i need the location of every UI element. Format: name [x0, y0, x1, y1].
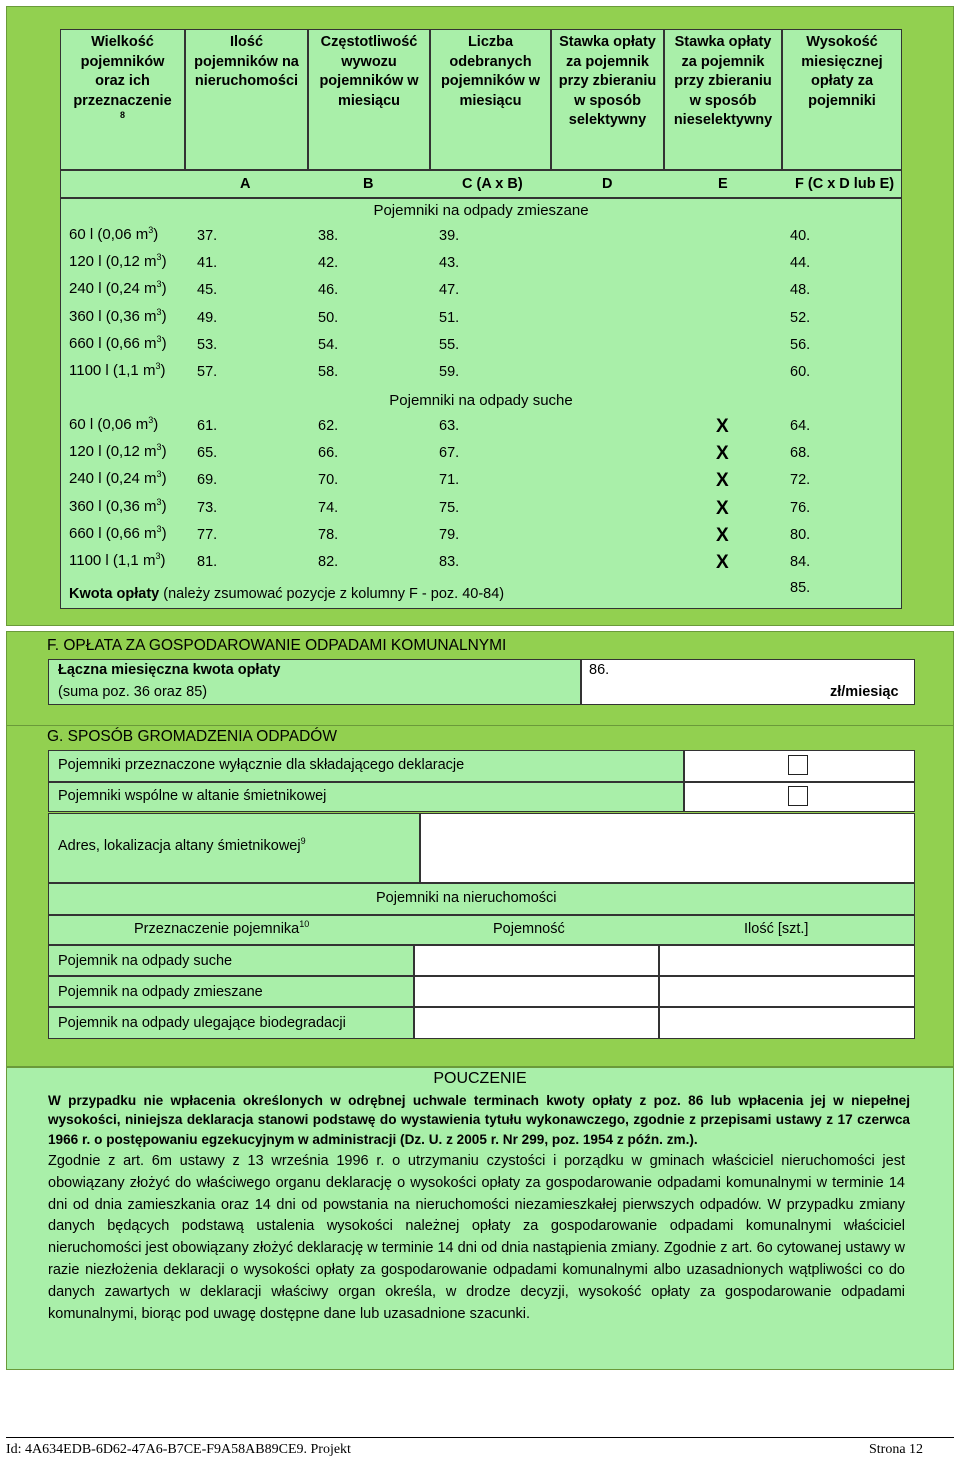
section-f-label: Łączna miesięczna kwota opłaty: [58, 662, 281, 678]
dry-row-2-col-e: X: [716, 470, 729, 492]
dry-row-2-label-close: ): [161, 470, 167, 488]
dry-row-5-label-close: ): [160, 552, 166, 569]
col-purpose-sup: 10: [299, 919, 310, 930]
monthly-total-num: 86.: [589, 662, 610, 678]
dry-row-5-label-sup: 3: [155, 551, 161, 561]
col-purpose-header: [134, 921, 309, 937]
mixed-row-5-col-b[interactable]: 58.: [318, 364, 339, 380]
header-col-count-text: Ilość pojemników na nieruchomości: [194, 34, 299, 89]
option-own-label: Pojemniki przeznaczone wyłącznie dla składającego deklaracje: [58, 757, 465, 773]
mixed-row-1-col-b[interactable]: 42.: [318, 255, 339, 272]
dry-row-0-col-b[interactable]: 62.: [318, 418, 339, 434]
mixed-row-0-label-close: ): [153, 226, 159, 243]
dry-row-1-col-f[interactable]: 68.: [790, 445, 811, 462]
pouczenie-text: Zgodnie z art. 6m ustawy z 13 września 1996 r. o utrzymaniu czystości i porządku w gminach właściciel nieruchomości jest obowiązany złożyć do właściwego organu deklarację o wysokości opłaty za gospodarowanie odpadami komunalnymi w terminie 14 dni od dnia zamieszkania oraz 14 dni od powstania na nieruchomości niezamieszkałej pierwszych odpadów. W przypadku zmiany danych będących podstawą ustalenia wysokości należnej opłaty za gospodarowanie odpadami komunalnymi właściciel nieruchomości jest obowiązany złożyć deklarację w terminie 14 dni od dnia nastąpienia zmiany. Zgodnie z art. 6o cytowanej ustawy w razie niezłożenia deklaracji o wysokości opłaty za gospodarowanie odpadami komunalnymi albo uzasadnionych wątpliwości co do danych zawartych w deklaracji właściwy organ określa, w drodze decyzji, wysokość opłaty za gospodarowanie odpadami komunalnymi, biorąc pod uwagę dostępne dane lub uzasadnione szacunki.: [48, 1153, 905, 1322]
mixed-row-2-label-sup: 3: [156, 279, 162, 290]
dry-row-4-label-close: ): [161, 524, 167, 542]
dry-row-5-col-f[interactable]: 84.: [790, 554, 811, 570]
mixed-row-4-col-f[interactable]: 56.: [790, 336, 811, 353]
col-qty-header: Ilość [szt.]: [744, 921, 809, 937]
mixed-row-5-col-c[interactable]: 59.: [439, 364, 460, 380]
section-g-title: G. SPOSÓB GROMADZENIA ODPADÓW: [47, 728, 337, 745]
dry-row-1-label-sup: 3: [156, 442, 162, 453]
section-f-sub: (suma poz. 36 oraz 85): [58, 684, 208, 700]
address-input[interactable]: [420, 813, 915, 883]
mixed-row-2-label: [69, 280, 167, 297]
dry-row-4-label-text: 660 l (0,66 m: [69, 524, 157, 542]
property-row-bio-qty[interactable]: [659, 1007, 915, 1039]
header-col-rate-selective-text: Stawka opłaty za pojemnik przy zbieraniu w sposób selektywny: [558, 34, 657, 128]
mixed-row-3-label: [69, 308, 167, 325]
footer-rule: [6, 1437, 954, 1438]
mixed-row-4-col-c[interactable]: 55.: [439, 336, 460, 353]
header-col-size-sup: 8: [119, 110, 125, 121]
mixed-row-5-label-text: 1100 l (1,1 m: [69, 362, 156, 379]
col-letter-d: D: [602, 176, 613, 192]
header-col-size: [60, 29, 185, 170]
mixed-row-0-col-f[interactable]: 40.: [790, 228, 811, 244]
dry-row-0-label: [69, 416, 158, 433]
mixed-row-3-col-c[interactable]: 51.: [439, 309, 460, 326]
dry-row-4-col-b[interactable]: 78.: [318, 526, 339, 543]
mixed-row-2-col-f[interactable]: 48.: [790, 282, 811, 299]
mixed-row-2-col-a[interactable]: 45.: [197, 282, 218, 299]
dry-row-1-col-c[interactable]: 67.: [439, 445, 460, 462]
mixed-row-0-label: [69, 226, 158, 243]
col-letter-c: C (A x B): [462, 176, 523, 192]
dry-row-2-col-a[interactable]: 69.: [197, 472, 218, 489]
header-col-rate-nonselective-text: Stawka opłaty za pojemnik przy zbieraniu w sposób nieselektywny: [673, 34, 773, 128]
mixed-row-1-col-c[interactable]: 43.: [439, 255, 460, 272]
mixed-row-5-label: [69, 362, 165, 379]
option-own-checkbox[interactable]: [788, 755, 808, 775]
dry-row-0-label-sup: 3: [148, 415, 154, 425]
dry-row-1-label-close: ): [161, 443, 167, 461]
header-col-frequency: [308, 29, 430, 170]
dry-row-4-col-c[interactable]: 79.: [439, 526, 460, 543]
col-letter-a: A: [240, 176, 251, 192]
property-row-dry-text: Pojemnik na odpady suche: [58, 953, 233, 969]
property-row-bio-text: Pojemnik na odpady ulegające biodegradacji: [58, 1015, 346, 1031]
mixed-row-2-label-close: ): [161, 280, 167, 298]
property-row-bio-capacity[interactable]: [414, 1007, 659, 1039]
mixed-row-4-col-a[interactable]: 53.: [197, 336, 218, 353]
mixed-row-5-col-f[interactable]: 60.: [790, 364, 811, 380]
mixed-row-4-label-text: 660 l (0,66 m: [69, 334, 157, 352]
mixed-row-3-col-a[interactable]: 49.: [197, 309, 218, 326]
header-col-rate-nonselective: [664, 29, 782, 170]
dry-row-5-col-c[interactable]: 83.: [439, 554, 460, 570]
total-fee-label: [69, 586, 504, 602]
dry-row-4-col-f[interactable]: 80.: [790, 526, 811, 543]
dry-row-1-col-a[interactable]: 65.: [197, 445, 218, 462]
dry-row-0-label-text: 60 l (0,06 m: [69, 416, 149, 433]
mixed-row-1-col-f[interactable]: 44.: [790, 255, 811, 272]
dry-row-5-label-text: 1100 l (1,1 m: [69, 552, 156, 569]
col-letter-b: B: [363, 176, 374, 192]
dry-row-1-label-text: 120 l (0,12 m: [69, 443, 157, 461]
total-fee-label-rest: (należy zsumować pozycje z kolumny F - poz. 40-84): [159, 586, 505, 602]
mixed-row-1-label-text: 120 l (0,12 m: [69, 253, 157, 271]
mixed-row-0-col-c[interactable]: 39.: [439, 228, 460, 244]
dry-row-3-label: [69, 498, 167, 515]
address-label: [58, 838, 306, 854]
mixed-row-5-label-close: ): [160, 362, 166, 379]
dry-row-2-label: [69, 470, 167, 487]
dry-row-1-label: [69, 443, 167, 460]
dry-row-2-col-c[interactable]: 71.: [439, 472, 460, 489]
mixed-row-2-label-text: 240 l (0,24 m: [69, 280, 157, 298]
dry-row-0-label-close: ): [153, 416, 159, 433]
col-letter-e: E: [718, 176, 728, 192]
mixed-row-1-label-sup: 3: [156, 252, 162, 263]
dry-row-1-col-b[interactable]: 66.: [318, 445, 339, 462]
dry-row-3-col-b[interactable]: 74.: [318, 499, 339, 516]
property-title: Pojemniki na nieruchomości: [376, 890, 557, 906]
footer-document-id: Id: 4A634EDB-6D62-47A6-B7CE-F9A58AB89CE9. Projekt: [6, 1442, 351, 1457]
dry-row-4-col-a[interactable]: 77.: [197, 526, 218, 543]
header-col-monthly-fee: [782, 29, 902, 170]
header-col-frequency-text: Częstotliwość wywozu pojemników w miesiącu: [319, 34, 419, 109]
dry-row-3-col-f[interactable]: 76.: [790, 499, 811, 516]
dry-row-4-label-sup: 3: [156, 523, 162, 534]
mixed-row-3-col-f[interactable]: 52.: [790, 309, 811, 326]
dry-row-2-col-f[interactable]: 72.: [790, 472, 811, 489]
dry-row-2-label-text: 240 l (0,24 m: [69, 470, 157, 488]
total-fee-num: 85.: [790, 580, 811, 596]
dry-row-0-col-c[interactable]: 63.: [439, 418, 460, 434]
option-shared-checkbox[interactable]: [788, 786, 808, 806]
mixed-row-5-col-a[interactable]: 57.: [197, 364, 218, 380]
header-col-monthly-fee-text: Wysokość miesięcznej opłaty za pojemniki: [801, 34, 883, 109]
dry-row-0-col-f[interactable]: 64.: [790, 418, 811, 434]
address-label-sup: 9: [300, 836, 306, 847]
dry-row-3-label-sup: 3: [156, 496, 162, 507]
address-label-text: Adres, lokalizacja altany śmietnikowej: [58, 838, 301, 854]
mixed-row-0-col-a[interactable]: 37.: [197, 228, 218, 244]
dry-row-3-col-c[interactable]: 75.: [439, 499, 460, 516]
mixed-row-3-col-b[interactable]: 50.: [318, 309, 339, 326]
dry-row-3-label-text: 360 l (0,36 m: [69, 497, 157, 515]
section-f-title: F. OPŁATA ZA GOSPODAROWANIE ODPADAMI KOMUNALNYMI: [47, 637, 507, 654]
mixed-row-5-label-sup: 3: [155, 361, 161, 371]
total-fee-label-bold: Kwota opłaty: [69, 586, 160, 602]
monthly-total-unit: zł/miesiąc: [830, 684, 899, 700]
header-col-count: [185, 29, 308, 170]
mixed-row-0-label-sup: 3: [148, 225, 154, 235]
mixed-row-4-label: [69, 335, 167, 352]
mixed-row-4-col-b[interactable]: 54.: [318, 336, 339, 353]
col-letter-f: F (C x D lub E): [795, 176, 895, 192]
dry-row-5-label: [69, 552, 165, 569]
dry-row-1-col-e: X: [716, 443, 729, 465]
dry-row-5-col-a[interactable]: 81.: [197, 554, 218, 570]
col-purpose-text: Przeznaczenie pojemnika: [134, 921, 300, 937]
property-row-mixed-capacity[interactable]: [414, 976, 659, 1007]
mixed-title: Pojemniki na odpady zmieszane: [373, 202, 589, 219]
dry-row-4-label: [69, 525, 167, 542]
dry-row-5-col-e: X: [716, 552, 729, 573]
mixed-row-3-label-text: 360 l (0,36 m: [69, 307, 157, 325]
dry-row-2-col-b[interactable]: 70.: [318, 472, 339, 489]
mixed-row-0-col-b[interactable]: 38.: [318, 228, 339, 244]
option-shared-label: Pojemniki wspólne w altanie śmietnikowej: [58, 788, 327, 804]
mixed-row-2-col-b[interactable]: 46.: [318, 282, 339, 299]
dry-row-5-col-b[interactable]: 82.: [318, 554, 339, 570]
dry-title: Pojemniki na odpady suche: [389, 392, 573, 409]
mixed-row-3-label-sup: 3: [156, 306, 162, 317]
property-row-dry-capacity[interactable]: [414, 945, 659, 976]
footer-page-number: Strona 12: [869, 1442, 924, 1457]
mixed-row-4-label-close: ): [161, 334, 167, 352]
pouczenie-bold-text: W przypadku nie wpłacenia określonych w odrębnej uchwale terminach kwoty opłaty z poz. 86 lub wpłacenia jej w niepełnej wysokości, niniejsza deklaracja stanowi podstawę do wystawienia tytułu wykonawczego, zgodnie z przepisami ustawy z 17 czerwca 1966 r. o postępowaniu egzekucyjnym w administracji (Dz. U. z 2005 r. Nr 299, poz. 1954 z późn. zm.).: [48, 1093, 910, 1147]
mixed-row-0-label-text: 60 l (0,06 m: [69, 226, 149, 243]
header-col-collected-text: Liczba odebranych pojemników w miesiącu: [440, 34, 541, 109]
property-row-dry-qty[interactable]: [659, 945, 915, 976]
mixed-row-1-label: [69, 253, 167, 270]
header-col-rate-selective: [551, 29, 664, 170]
property-row-mixed-qty[interactable]: [659, 976, 915, 1007]
dry-row-0-col-e: X: [716, 416, 729, 437]
col-capacity-header: Pojemność: [493, 921, 565, 937]
mixed-row-4-label-sup: 3: [156, 333, 162, 344]
mixed-row-1-col-a[interactable]: 41.: [197, 255, 218, 272]
dry-row-2-label-sup: 3: [156, 469, 162, 480]
mixed-row-1-label-close: ): [161, 253, 167, 271]
header-col-collected: [430, 29, 551, 170]
dry-row-3-col-e: X: [716, 497, 729, 519]
dry-row-0-col-a[interactable]: 61.: [197, 418, 218, 434]
property-row-mixed-text: Pojemnik na odpady zmieszane: [58, 984, 263, 1000]
pouczenie-title: POUCZENIE: [433, 1070, 527, 1087]
dry-row-3-label-close: ): [161, 497, 167, 515]
header-col-size-text: Wielkość pojemników oraz ich przeznaczenie: [73, 34, 172, 109]
dry-row-4-col-e: X: [716, 524, 729, 546]
dry-row-3-col-a[interactable]: 73.: [197, 499, 218, 516]
mixed-row-3-label-close: ): [161, 307, 167, 325]
mixed-row-2-col-c[interactable]: 47.: [439, 282, 460, 299]
